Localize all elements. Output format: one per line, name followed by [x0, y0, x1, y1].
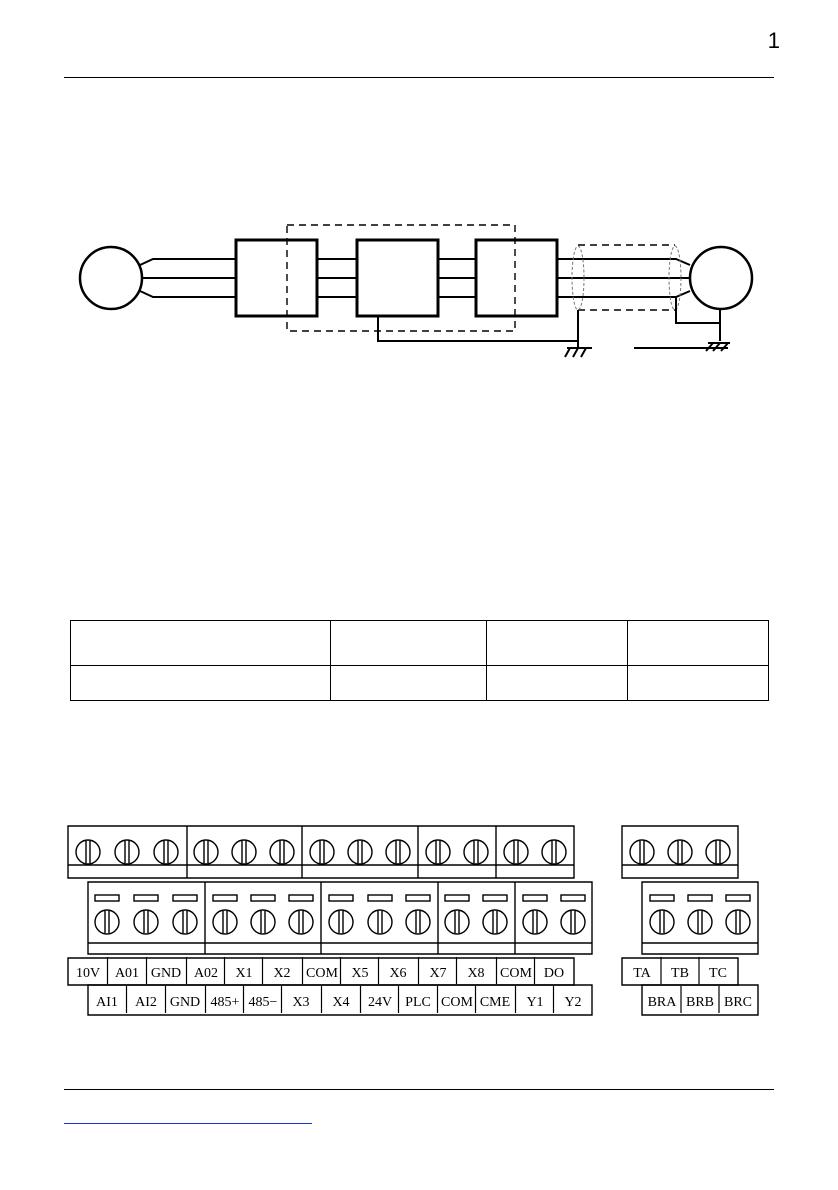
terminal-screw-icon [76, 840, 100, 864]
screw-slot [299, 911, 303, 933]
terminal-screw-icon [504, 840, 528, 864]
terminal-screw-icon [115, 840, 139, 864]
screw-slot [280, 841, 284, 863]
terminal-label-upper: A01 [114, 966, 140, 981]
terminal-screw-icon [213, 910, 237, 934]
table-row [71, 621, 769, 666]
terminal-screw-icon [542, 840, 566, 864]
terminal-slot [523, 895, 547, 901]
terminal-slot [561, 895, 585, 901]
terminal-screw-icon [289, 910, 313, 934]
terminal-screw-icon [173, 910, 197, 934]
screw-slot [164, 841, 168, 863]
table-cell [628, 666, 769, 701]
table-cell [487, 666, 628, 701]
terminal-label-upper: GND [150, 966, 182, 981]
screw-slot [493, 911, 497, 933]
relay-label-upper: TB [671, 966, 689, 981]
terminal-slot [289, 895, 313, 901]
filter-box [236, 240, 317, 316]
table-cell [71, 666, 331, 701]
terminal-label-lower: Y1 [526, 995, 544, 1010]
terminal-slot [329, 895, 353, 901]
terminal-screw-icon [406, 910, 430, 934]
terminal-screw-icon [95, 910, 119, 934]
terminal-label-upper: COM [306, 966, 338, 981]
terminal-screw-icon [523, 910, 547, 934]
terminal-label-upper: X7 [429, 966, 447, 981]
terminal-label-lower: COM [441, 995, 473, 1010]
terminal-screw-icon [688, 910, 712, 934]
screw-slot [660, 911, 664, 933]
wiring-diagram [0, 215, 838, 375]
terminal-label-lower: 24V [367, 995, 393, 1010]
terminal-label-upper: X1 [235, 966, 253, 981]
terminal-slot [251, 895, 275, 901]
terminal-label-upper: X8 [467, 966, 485, 981]
terminal-label-lower: Y2 [564, 995, 582, 1010]
terminal-screw-icon [726, 910, 750, 934]
screw-slot [86, 841, 90, 863]
terminal-label-lower: X3 [292, 995, 310, 1010]
screw-slot [678, 841, 682, 863]
terminal-label-upper: X5 [351, 966, 369, 981]
terminal-screw-icon [232, 840, 256, 864]
screw-slot [571, 911, 575, 933]
screw-slot [640, 841, 644, 863]
terminal-label-lower: 485+ [210, 995, 240, 1010]
terminal-label-lower: 485− [248, 995, 278, 1010]
terminal-label-lower: X4 [332, 995, 350, 1010]
terminal-label-lower: AI2 [135, 995, 157, 1010]
motor-circle [690, 247, 752, 309]
terminal-slot [650, 895, 674, 901]
screw-slot [552, 841, 556, 863]
screw-slot [378, 911, 382, 933]
terminal-screw-icon [426, 840, 450, 864]
spec-table [70, 620, 769, 701]
screw-slot [436, 841, 440, 863]
terminal-slot [134, 895, 158, 901]
terminal-screw-icon [561, 910, 585, 934]
terminal-block-diagram [0, 820, 838, 1020]
terminal-screw-icon [329, 910, 353, 934]
terminal-label-upper: COM [500, 966, 532, 981]
inverter-box [357, 240, 438, 316]
terminal-screw-icon [650, 910, 674, 934]
screw-slot [320, 841, 324, 863]
terminal-screw-icon [368, 910, 392, 934]
screw-slot [698, 911, 702, 933]
terminal-label-upper: X2 [273, 966, 291, 981]
screw-slot [183, 911, 187, 933]
table-cell [331, 666, 487, 701]
screw-slot [716, 841, 720, 863]
terminal-slot [368, 895, 392, 901]
terminal-screw-icon [251, 910, 275, 934]
relay-label-lower: BRC [723, 995, 753, 1010]
terminal-label-upper: 10V [75, 966, 101, 981]
footer-link[interactable] [64, 1107, 312, 1124]
terminal-screw-icon [706, 840, 730, 864]
terminal-label-lower: AI1 [96, 995, 118, 1010]
terminal-label-upper: DO [543, 966, 565, 981]
screw-slot [474, 841, 478, 863]
header-rule [64, 77, 774, 78]
terminal-slot [95, 895, 119, 901]
terminal-label-upper: A02 [193, 966, 219, 981]
screw-slot [416, 911, 420, 933]
table-cell [628, 621, 769, 666]
terminal-label-lower: GND [169, 995, 201, 1010]
screw-slot [105, 911, 109, 933]
screw-slot [223, 911, 227, 933]
table-cell [71, 621, 331, 666]
screw-slot [736, 911, 740, 933]
terminal-slot [173, 895, 197, 901]
terminal-screw-icon [154, 840, 178, 864]
reactor-box [476, 240, 557, 316]
terminal-slot [406, 895, 430, 901]
terminal-slot [445, 895, 469, 901]
screw-slot [144, 911, 148, 933]
screw-slot [358, 841, 362, 863]
terminal-screw-icon [348, 840, 372, 864]
terminal-screw-icon [445, 910, 469, 934]
relay-label-upper: TC [709, 966, 727, 981]
terminal-screw-icon [386, 840, 410, 864]
screw-slot [533, 911, 537, 933]
screw-slot [514, 841, 518, 863]
terminal-screw-icon [194, 840, 218, 864]
power-source-circle [80, 247, 142, 309]
terminal-label-lower: CME [479, 995, 511, 1010]
terminal-slot [726, 895, 750, 901]
footer-rule [64, 1089, 774, 1090]
terminal-label-upper: X6 [389, 966, 407, 981]
screw-slot [396, 841, 400, 863]
screw-slot [261, 911, 265, 933]
screw-slot [242, 841, 246, 863]
terminal-slot [213, 895, 237, 901]
terminal-slot [688, 895, 712, 901]
terminal-screw-icon [270, 840, 294, 864]
table-cell [331, 621, 487, 666]
terminal-screw-icon [483, 910, 507, 934]
terminal-screw-icon [464, 840, 488, 864]
relay-label-lower: BRB [685, 995, 715, 1010]
terminal-label-lower: PLC [405, 995, 431, 1010]
terminal-screw-icon [630, 840, 654, 864]
terminal-screw-icon [134, 910, 158, 934]
terminal-slot [483, 895, 507, 901]
table-cell [487, 621, 628, 666]
terminal-screw-icon [310, 840, 334, 864]
screw-slot [339, 911, 343, 933]
page-number: 1 [767, 28, 780, 53]
relay-label-lower: BRA [647, 995, 677, 1010]
relay-label-upper: TA [633, 966, 651, 981]
table-row [71, 666, 769, 701]
terminal-screw-icon [668, 840, 692, 864]
screw-slot [204, 841, 208, 863]
screw-slot [455, 911, 459, 933]
screw-slot [125, 841, 129, 863]
